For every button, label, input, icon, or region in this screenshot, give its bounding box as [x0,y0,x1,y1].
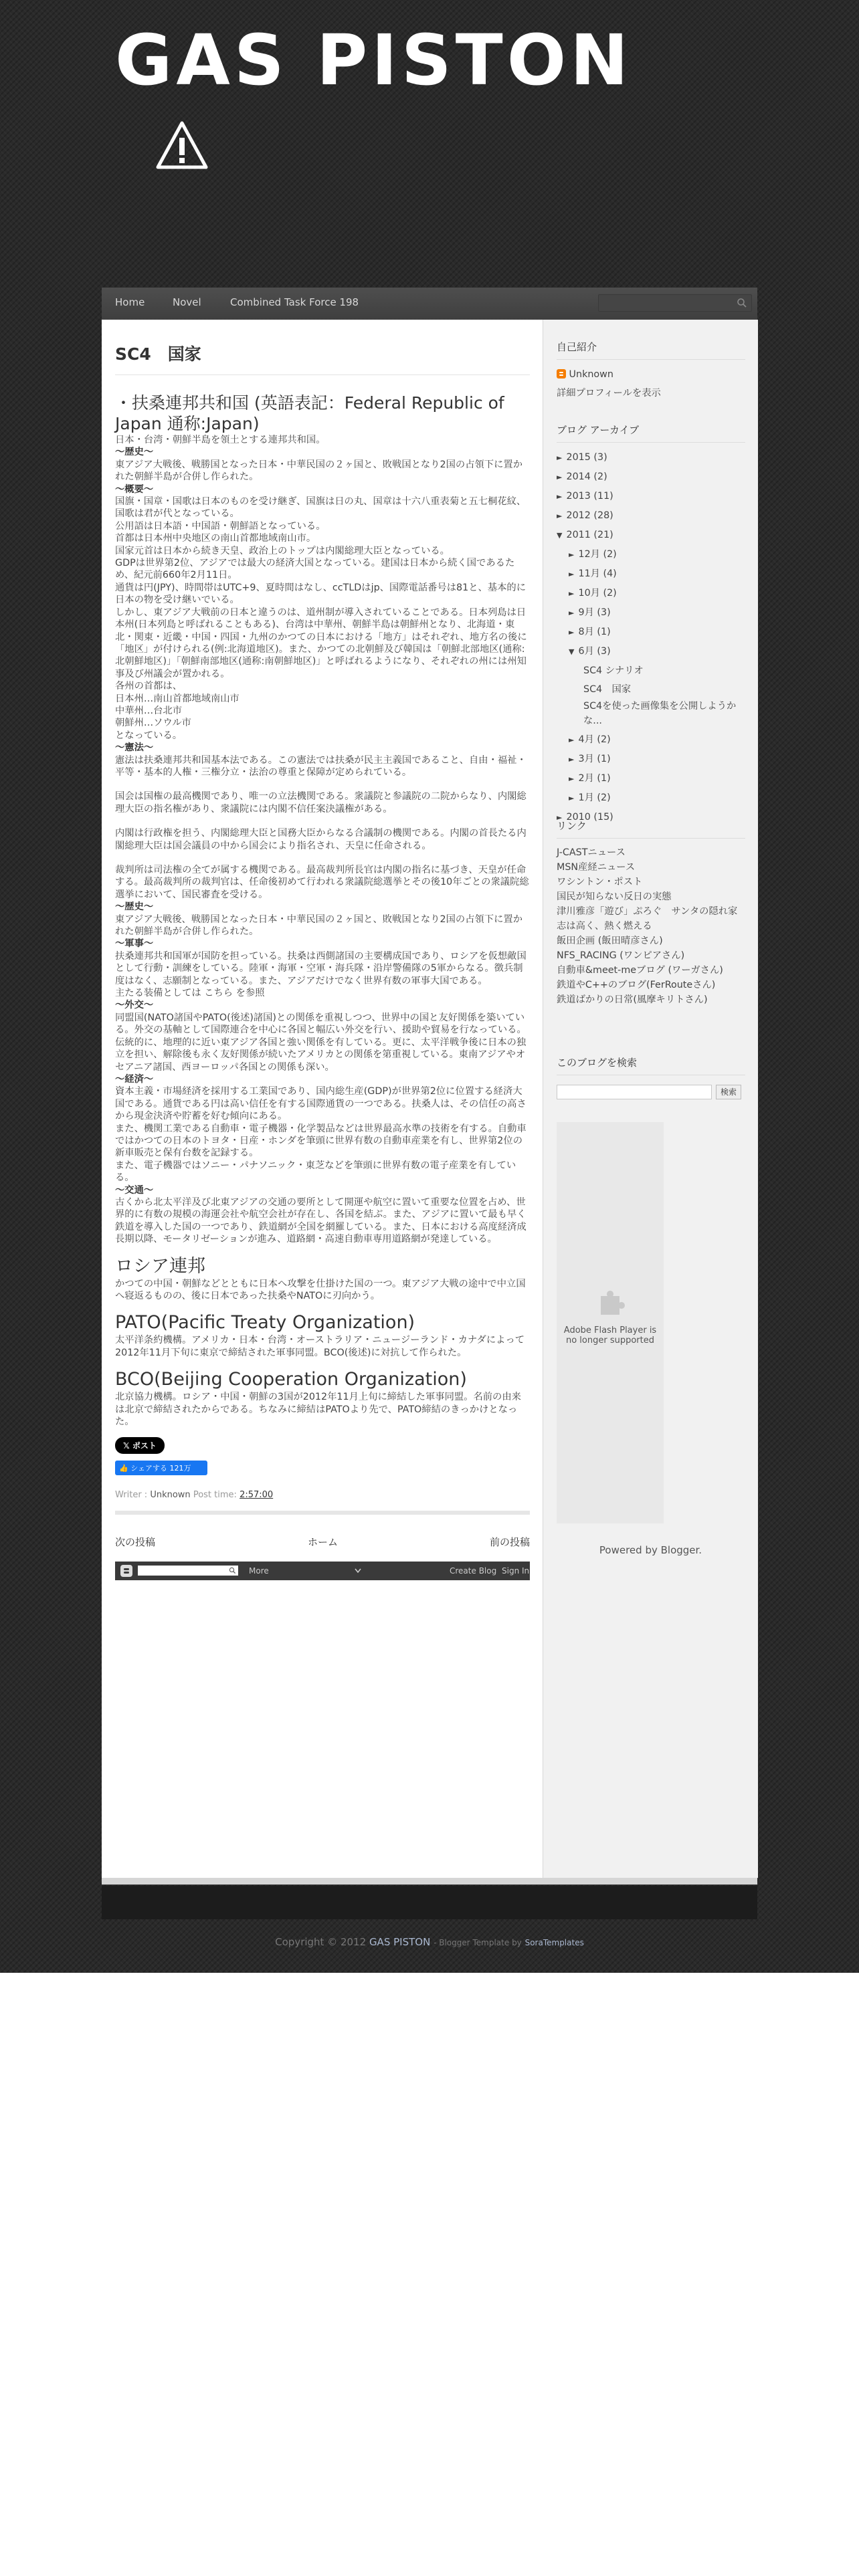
section-heading: PATO(Pacific Treaty Organization) [115,1312,415,1333]
paragraph: 資本主義・市場経済を採用する工業国であり、国内総生産(GDP)が世界第2位に位置する経済大国である。通貨である円は高い信任を有する国際通貨の一つである。扶桑人は、その信任の高さから現金決済や貯蓄を好む傾向にある。 [115,1086,527,1122]
footer-divider [115,1511,530,1515]
sidebar-link[interactable]: 志は高く、熱く燃える [557,921,652,932]
paragraph: 中華州…台北市 [115,705,183,716]
archive-item-label[interactable]: 9月 (3) [578,607,611,618]
writer-label: Writer : [115,1490,148,1501]
archive-item-label[interactable]: 2015 (3) [566,452,607,463]
profile-widget [557,340,745,403]
nav-combined-task-force[interactable]: Combined Task Force 198 [230,296,359,308]
section-heading: ・扶桑連邦共和国 (英語表記：Federal Republic of Japan 通称:Japan) [115,393,504,433]
subsection-heading: 〜軍事〜 [115,938,154,950]
blogger-navbar [115,1562,530,1580]
archive-list [557,448,745,827]
paragraph: 北京協力機構。ロシア・中国・朝鮮の3国が2012年11月上旬に締結した軍事同盟。名前の由来は北京で締結されたからである。ちなみに締結はPATOより先で、PATO締結のきっかけとなった。 [115,1392,521,1428]
archive-item[interactable] [557,642,745,661]
search-icon[interactable] [737,298,747,308]
archive-item[interactable] [557,750,745,769]
copyright-site-link[interactable]: GAS PISTON [369,1936,431,1948]
sidebar-link[interactable]: MSN産経ニュース [557,862,636,873]
profile-name-link[interactable]: Unknown [569,369,613,380]
sidebar [543,320,758,1878]
archive-item-label[interactable]: 1月 (2) [578,792,611,803]
paragraph: また、機関工業である自動車・電子機器・化学製品などは世界最高水準の技術を有する。自動車ではかつての日本のトヨタ・日産・ホンダを筆頭に世界有数の自動車産業を有し、世界第2位の新車販売と保有台数を記録する。 [115,1123,527,1159]
toggle-collapsed-icon[interactable]: ► [569,774,575,783]
paragraph: 憲法は扶桑連邦共和国基本法である。この憲法では扶桑が民主主義国であること、自由・福祉・平等・基本的人権・三権分立・法治の尊重と保障が定められている。 [115,754,527,778]
archive-item-label[interactable]: 2013 (11) [566,491,613,502]
archive-item[interactable] [557,545,745,564]
archive-item-label[interactable]: 11月 (4) [578,568,617,579]
archive-item-label[interactable]: 8月 (1) [578,627,611,637]
toggle-collapsed-icon[interactable]: ► [557,813,563,822]
site-title[interactable]: GAS PISTON [115,19,633,101]
archive-item[interactable] [557,467,745,487]
subsection-heading: 〜外交〜 [115,1000,154,1011]
blog-search-input[interactable] [557,1085,712,1099]
paragraph: 主たる装備としては こちら を参照 [115,988,265,999]
facebook-share-button[interactable]: 👍 シェアする 121万 [115,1461,207,1475]
flash-player-placeholder [557,1122,664,1523]
archive-item-label[interactable]: 3月 (1) [578,754,611,764]
paragraph: 国家元首は日本から続き天皇、政治上のトップは内閣総理大臣となっている。 [115,545,450,556]
toggle-expanded-icon[interactable]: ▼ [557,531,563,540]
paragraph: 古くから北太平洋及び北東アジアの交通の要所として開運や航空に置いて重要な位置を占め、世界的に有数の規模の海運会社や航空会社が存在し、各国を結ぶ。また、アジアに置いて最も早く鉄道を導入した国の一つであり、鉄道網が全国を網羅している。また、日本における高度経済成長期以降、モータリゼーションが進み、道路網・高速自動車専用道路網が発達している。 [115,1196,527,1245]
paragraph-spacer [115,815,530,827]
archive-item[interactable] [557,661,745,680]
archive-item-label[interactable]: 12月 (2) [578,549,617,560]
post-time-label: Post time: [193,1490,237,1501]
toggle-collapsed-icon[interactable]: ► [569,736,575,744]
paragraph: 太平洋条約機構。アメリカ・日本・台湾・オーストラリア・ニュージーランド・カナダによって2012年11月下旬に東京で締結された軍事同盟。BCO(後述)に対抗して作られた。 [115,1335,525,1358]
subsection-heading: 〜概要〜 [115,484,154,495]
subsection-heading: 〜経済〜 [115,1073,154,1085]
newer-post-link[interactable]: 次の投稿 [115,1536,156,1549]
paragraph: 首都は日本州中央地区の南山首都地域南山市。 [115,533,316,544]
links-heading: リンク [557,819,745,839]
author-link[interactable]: Unknown [150,1490,191,1501]
flash-unsupported-text: Adobe Flash Player is no longer supported [563,1325,657,1346]
toggle-collapsed-icon[interactable]: ► [569,609,575,617]
sidebar-link[interactable]: J-CASTニュース [557,847,626,858]
archive-item-label[interactable]: 6月 (3) [578,646,611,657]
paragraph: 国旗・国章・国歌は日本のものを受け継ぎ、国旗は日の丸、国章は十六八重表菊と五七桐花紋、国歌は君が代となっている。 [115,496,527,520]
search-heading: このブログを検索 [557,1055,745,1075]
create-blog-link[interactable]: Create Blog [450,1566,497,1576]
nav-search-input[interactable] [598,294,752,312]
paragraph: 国会は国権の最高機関であり、唯一の立法機関である。衆議院と参議院の二院からなり、内閣総理大臣の指名権があり、衆議院には内閣不信任案決議権がある。 [115,791,527,815]
sidebar-link[interactable]: NFS_RACING (ワンピアさん) [557,950,685,961]
toggle-expanded-icon[interactable]: ▼ [569,647,575,656]
paragraph: 扶桑連邦共和国軍が国防を担っている。扶桑は西側諸国の主要構成国であり、ロシアを仮想敵国として行動・訓練をしている。陸軍・海軍・空軍・海兵隊・沿岸警備隊の5軍からなる。徴兵制度はなく、志願制となっている。また、アジアだけでなく世界有数の軍事大国である。 [115,950,527,986]
subsection-heading: 〜憲法〜 [115,742,154,754]
archive-widget [557,423,745,827]
section-heading: BCO(Beijing Cooperation Organization) [115,1369,467,1390]
links-list [557,845,745,1007]
copyright-prefix: Copyright © 2012 [275,1936,367,1948]
sidebar-link[interactable]: 鉄道やC++のブログ(FerRouteさん) [557,980,716,990]
archive-item[interactable] [557,584,745,603]
archive-item[interactable] [557,564,745,584]
archive-item-label[interactable]: SC4を使った画像集を公開しようかな... [583,701,737,726]
toggle-collapsed-icon[interactable]: ► [569,794,575,802]
archive-item-label[interactable]: 10月 (2) [578,588,617,599]
sign-in-link[interactable]: Sign In [502,1566,530,1576]
paragraph: かつての中国・朝鮮などとともに日本へ攻撃を仕掛けた国の一つ。東アジア大戦の途中で中立国へ寝返るものの、後に日本であった扶桑やNATOに刃向かう。 [115,1278,526,1301]
copyright-author-link[interactable]: SoraTemplates [524,1938,584,1947]
sidebar-link[interactable]: 自動車&meet-meブログ (ワーガさん) [557,965,723,976]
broken-image-warning-icon [155,119,209,173]
archive-heading: ブログ アーカイブ [557,423,745,443]
archive-item[interactable] [557,730,745,750]
paragraph: となっている。 [115,730,183,741]
paragraph-spacer [115,778,530,790]
sidebar-link[interactable]: 国民が知らない反日の実態 [557,891,672,902]
subsection-heading: 〜歴史〜 [115,901,154,913]
toggle-collapsed-icon[interactable]: ► [557,473,563,481]
older-post-link[interactable]: 前の投稿 [489,1536,530,1549]
archive-item[interactable] [557,448,745,467]
toggle-collapsed-icon[interactable]: ► [557,492,563,501]
paragraph: 日本州…南山首都地域南山市 [115,693,240,704]
archive-item-label[interactable]: 2010 (15) [566,812,613,823]
blog-pager [115,1535,530,1555]
paragraph: 裁判所は司法権の全てが属する機関である。最高裁判所長官は内閣の指名に基づき、天皇が任命する。最高裁判所の裁判官は、任命後初めて行われる衆議院総選挙とその後10年ごとの衆議院総選挙において、国民審査を受ける。 [115,865,529,900]
sidebar-link[interactable]: 津川雅彦「遊び」ぷろぐ サンタの隠れ家 [557,906,738,917]
post-footer [115,1490,530,1500]
archive-item-label[interactable]: 4月 (2) [578,734,611,745]
archive-item[interactable] [557,699,745,730]
view-full-profile-link[interactable]: 詳細プロフィールを表示 [557,388,661,399]
archive-item[interactable] [557,487,745,506]
archive-item[interactable] [557,623,745,642]
paragraph-spacer [115,852,530,864]
sidebar-link[interactable]: 鉄道ばかりの日常(風摩キリトさん) [557,994,708,1005]
archive-item-label[interactable]: SC4 国家 [583,684,632,695]
archive-item[interactable] [557,526,745,545]
paragraph: 東アジア大戦後、戦勝国となった日本・中華民国の２ヶ国と、敗戦国となり2国の占領下に置かれた朝鮮半島が合併し作られた。 [115,914,522,938]
paragraph: 通貨は円(JPY)、時間帯はUTC+9、夏時間はなし、ccTLDはjp、国際電話番号は81と、基本的に日本の物を受け継いでいる。 [115,582,526,606]
search-widget [557,1055,745,1101]
paragraph: 各州の首都は、 [115,681,183,692]
footer-dark-strip [102,1886,757,1919]
toggle-collapsed-icon[interactable]: ► [569,589,575,598]
copyright [0,1936,859,1948]
chevron-down-icon[interactable] [355,1568,361,1574]
powered-by-blogger[interactable]: Powered by Blogger. [599,1544,702,1556]
paragraph: 公用語は日本語・中国語・朝鮮語となっている。 [115,520,326,532]
archive-item-label[interactable]: 2011 (21) [566,530,613,540]
archive-item[interactable] [557,769,745,788]
subsection-heading: 〜交通〜 [115,1184,154,1196]
main-column [115,320,530,1580]
home-link[interactable]: ホーム [308,1536,339,1549]
sidebar-link[interactable]: 飯田企画 (飯田晴彦さん) [557,936,663,946]
content-area [102,320,757,1885]
archive-item[interactable] [557,680,745,699]
nav-novel[interactable]: Novel [173,296,201,308]
archive-item-label[interactable]: 2012 (28) [566,510,613,521]
paragraph: しかし、東アジア大戦前の日本と違うのは、道州制が導入されていることである。日本列島は日本州(日本列島と呼ばれることもある)、台湾は中華州、朝鮮半島は朝鮮州となり、北海道・東北・関東・近畿・中国・四国・九州のかつての日本における「地方」はそれぞれ、地方名の後に「地区」が付けられる(例:北海道地区)。また、かつての北朝鮮及び韓国は「朝鮮北部地区(通称:北朝鮮地区)」「朝鮮南部地区(通称:南朝鮮地区)」と呼ばれるようになり、それぞれの州には州知事及び州議会が置かれる。 [115,607,527,679]
archive-item-label[interactable]: SC4 シナリオ [583,665,644,676]
blogger-logo-icon[interactable] [120,1565,132,1577]
toggle-collapsed-icon[interactable]: ► [569,550,575,559]
nav-home[interactable]: Home [115,296,145,308]
blogger-profile-icon [557,369,566,379]
blogger-search-input[interactable] [138,1566,238,1576]
toggle-collapsed-icon[interactable]: ► [557,453,563,462]
post-body [115,393,530,1428]
profile-heading: 自己紹介 [557,340,745,360]
archive-item[interactable] [557,603,745,623]
toggle-collapsed-icon[interactable]: ► [569,628,575,637]
archive-item-label[interactable]: 2014 (2) [566,471,607,482]
archive-item[interactable] [557,788,745,808]
subsection-heading: 〜歴史〜 [115,447,154,458]
paragraph: 同盟国(NATO諸国やPATO(後述)諸国)との関係を重視しつつ、世界中の国と友好関係を築いている。外交の基軸として国際連合を中心に各国と幅広い外交を行い、援助や貿易を行なっている。伝統的に、地理的に近い東アジア各国と強い関係を有している。更に、太平洋戦争後に日本の独立を担い、解除後も永く友好関係が続いたアメリカとの関係を第重視している。東南アジアやオセアニア諸国、西ヨーロッパ各国との関係も深い。 [115,1012,527,1073]
blog-search-button[interactable]: 検索 [716,1085,741,1099]
paragraph: 朝鮮州…ソウル市 [115,718,191,729]
paragraph: 内閣は行政権を担う、内閣総理大臣と国務大臣からなる合議制の機関である。内閣の首長たる内閣総理大臣は国会議員の中から国会により指名され、天皇に任命される。 [115,828,527,851]
x-post-button[interactable]: 𝕏 ポスト [115,1437,165,1454]
archive-item[interactable] [557,506,745,526]
copyright-template-label: - Blogger Template by [434,1938,522,1947]
paragraph: 東アジア大戦後、戦勝国となった日本・中華民国の２ヶ国と、敗戦国となり2国の占領下に置かれた朝鮮半島が合併し作られた。 [115,459,522,483]
post-title: SC4 国家 [115,341,530,375]
top-navigation [102,288,757,320]
sidebar-link[interactable]: ワシントン・ポスト [557,877,643,887]
paragraph: GDPは世界第2位、アジアでは最大の経済大国となっている。建国は日本から続く国であるため、紀元前660年2月11日。 [115,558,515,581]
toggle-collapsed-icon[interactable]: ► [569,570,575,578]
search-icon[interactable] [229,1567,236,1574]
more-menu[interactable]: More [249,1566,269,1576]
archive-item-label[interactable]: 2月 (1) [578,773,611,784]
toggle-collapsed-icon[interactable]: ► [557,512,563,520]
paragraph: 日本・台湾・朝鮮半島を領土とする連邦共和国。 [115,435,326,445]
post-time-link[interactable]: 2:57:00 [240,1490,274,1501]
paragraph: また、電子機器ではソニー・パナソニック・東芝などを筆頭に世界有数の電子産業を有している。 [115,1160,516,1184]
section-heading: ロシア連邦 [115,1255,205,1277]
links-widget [557,819,745,1007]
plugin-puzzle-icon [594,1287,626,1319]
toggle-collapsed-icon[interactable]: ► [569,755,575,764]
footer-band [0,1886,859,1973]
